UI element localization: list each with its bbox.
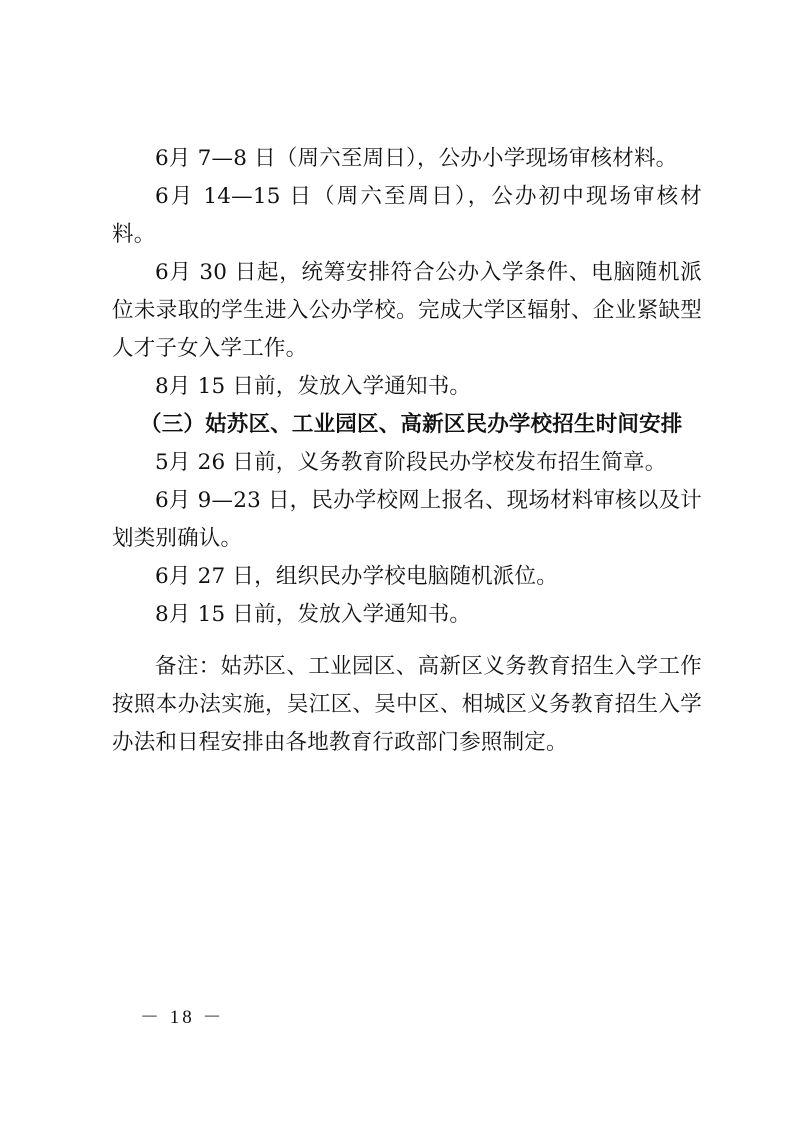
paragraph-placement: 6月 30 日起，统筹安排符合公办入学条件、电脑随机派位未录取的学生进入公办学校。完成大学区辐射、企业紧缺型人才子女入学工作。 — [112, 260, 702, 361]
page-number: － 18 － — [140, 1007, 225, 1028]
document-body — [112, 140, 702, 762]
paragraph-brochure: 5月 26 日前，义务教育阶段民办学校发布招生简章。 — [155, 450, 667, 475]
paragraph-junior-review: 6月 14—15 日（周六至周日），公办初中现场审核材料。 — [112, 184, 702, 247]
paragraph-primary-review: 6月 7—8 日（周六至周日），公办小学现场审核材料。 — [155, 146, 678, 171]
section-heading: （三）姑苏区、工业园区、高新区民办学校招生时间安排 — [140, 412, 683, 437]
note-paragraph: 备注：姑苏区、工业园区、高新区义务教育招生入学工作按照本办法实施，吴江区、吴中区、相城区义务教育招生入学办法和日程安排由各地教育行政部门参照制定。 — [112, 654, 702, 755]
paragraph-notice-private: 8月 15 日前，发放入学通知书。 — [155, 602, 472, 627]
paragraph-registration: 6月 9—23 日，民办学校网上报名、现场材料审核以及计划类别确认。 — [112, 488, 702, 551]
paragraph-notice-public: 8月 15 日前，发放入学通知书。 — [155, 374, 472, 399]
paragraph-lottery: 6月 27 日，组织民办学校电脑随机派位。 — [155, 564, 558, 589]
